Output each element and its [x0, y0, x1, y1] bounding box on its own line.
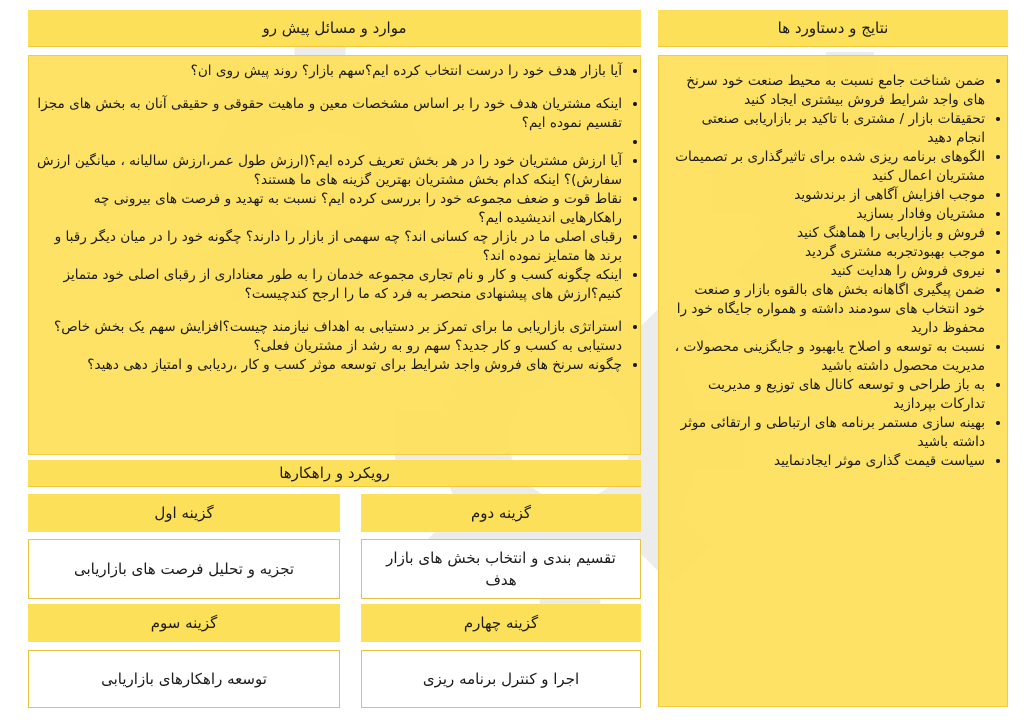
results-panel	[658, 55, 1008, 707]
approach-title: رویکرد و راهکارها	[279, 464, 390, 482]
list-item: • به باز طراحی و توسعه کانال های توزیع و مدیریت تدارکات بپردازید	[669, 376, 985, 414]
list-item: • سیاست قیمت گذاری موثر ایجادنمایید	[669, 452, 985, 471]
list-item: • آیا بازار هدف خود را درست انتخاب کرده ایم؟سهم بازار؟ روند پیش روی ان؟	[35, 62, 622, 81]
list-item: • اینکه مشتریان هدف خود را بر اساس مشخصات معین و ماهیت حقوقی و حقیقی آنان به بخش های مجزا تقسیم نموده ایم؟	[35, 95, 622, 133]
list-item: • نقاط قوت و ضعف مجموعه خود را بررسی کرده ایم؟ نسبت به تهدید و فرصت های بیرونی چه راهکارهایی اندیشیده ایم؟	[35, 190, 622, 228]
list-item: • ضمن شناخت جامع نسبت به محیط صنعت خود سرنخ های واجد شرایط فروش بیشتری ایجاد کنید	[669, 72, 985, 110]
issues-list	[29, 62, 640, 375]
approach-header	[28, 460, 641, 487]
list-item	[35, 133, 622, 152]
list-item: • فروش و بازاریابی را هماهنگ کنید	[669, 224, 985, 243]
list-item: • نیروی فروش را هدایت کنید	[669, 262, 985, 281]
option-3-text: توسعه راهکارهای بازاریابی	[28, 650, 340, 708]
list-item: • نسبت به توسعه و اصلاح یابهبود و جایگزینی محصولات ، مدیریت محصول داشته باشید	[669, 338, 985, 376]
list-item: • مشتریان وفادار بسازید	[669, 205, 985, 224]
issues-panel	[28, 55, 641, 455]
results-title: نتایج و دستاورد ها	[777, 19, 889, 37]
results-list	[659, 72, 1007, 471]
option-1-text: تجزیه و تحلیل فرصت های بازاریابی	[28, 539, 340, 599]
list-item: • الگوهای برنامه ریزی شده برای تاثیرگذاری بر تصمیمات مشتریان اعمال کنید	[669, 148, 985, 186]
issues-header	[28, 10, 641, 47]
list-item: • موجب افزایش آگاهی از برندشوید	[669, 186, 985, 205]
list-item: • بهینه سازی مستمر برنامه های ارتباطی و ارتقائی موثر داشته باشید	[669, 414, 985, 452]
list-item: • تحقیقات بازار / مشتری با تاکید بر بازاریابی صنعتی انجام دهید	[669, 110, 985, 148]
list-item: • اینکه چگونه کسب و کار و نام تجاری مجموعه خدمان را به طور معناداری از رقبای اصلی خود متمایز کنیم؟ارزش های پیشنهادی منحصر به فرد که ما را ارجح کندچیست؟	[35, 266, 622, 304]
option-1-label: گزینه اول	[28, 494, 340, 532]
list-item: • ضمن پیگیری اگاهانه بخش های بالقوه بازار و صنعت خود انتخاب های سودمند داشته و همواره جایگاه خود را محفوظ دارید	[669, 281, 985, 338]
list-item: • آیا ارزش مشتریان خود را در هر بخش تعریف کرده ایم؟(ارزش طول عمر،ارزش سالیانه ، میانگین ارزش سفارش)؟ اینکه کدام بخش مشتریان بهترین گزینه های ما هستند؟	[35, 152, 622, 190]
option-2-text: تقسیم بندی و انتخاب بخش های بازار هدف	[361, 539, 641, 599]
option-4-label: گزینه چهارم	[361, 604, 641, 642]
list-item: • چگونه سرنخ های فروش واجد شرایط برای توسعه موثر کسب و کار ،ردیابی و امتیاز دهی دهید؟	[35, 356, 622, 375]
option-4-text: اجرا و کنترل برنامه ریزی	[361, 650, 641, 708]
list-item: • موجب بهبودتجربه مشتری گردید	[669, 243, 985, 262]
option-2-label: گزینه دوم	[361, 494, 641, 532]
list-item: • رقبای اصلی ما در بازار چه کسانی اند؟ چه سهمی از بازار را دارند؟ چگونه خود را در میان دیگر رقبا و برند ها متمایز نموده اند؟	[35, 228, 622, 266]
option-3-label: گزینه سوم	[28, 604, 340, 642]
list-item: • استراتژی بازاریابی ما برای تمرکز بر دستیابی به اهداف نیازمند چیست؟افزایش سهم یک بخش خاص؟ دستیابی به کسب و کار جدید؟ سهم رو به رشد از مشتریان فعلی؟	[35, 318, 622, 356]
issues-title: موارد و مسائل پیش رو	[262, 19, 407, 37]
results-header	[658, 10, 1008, 47]
